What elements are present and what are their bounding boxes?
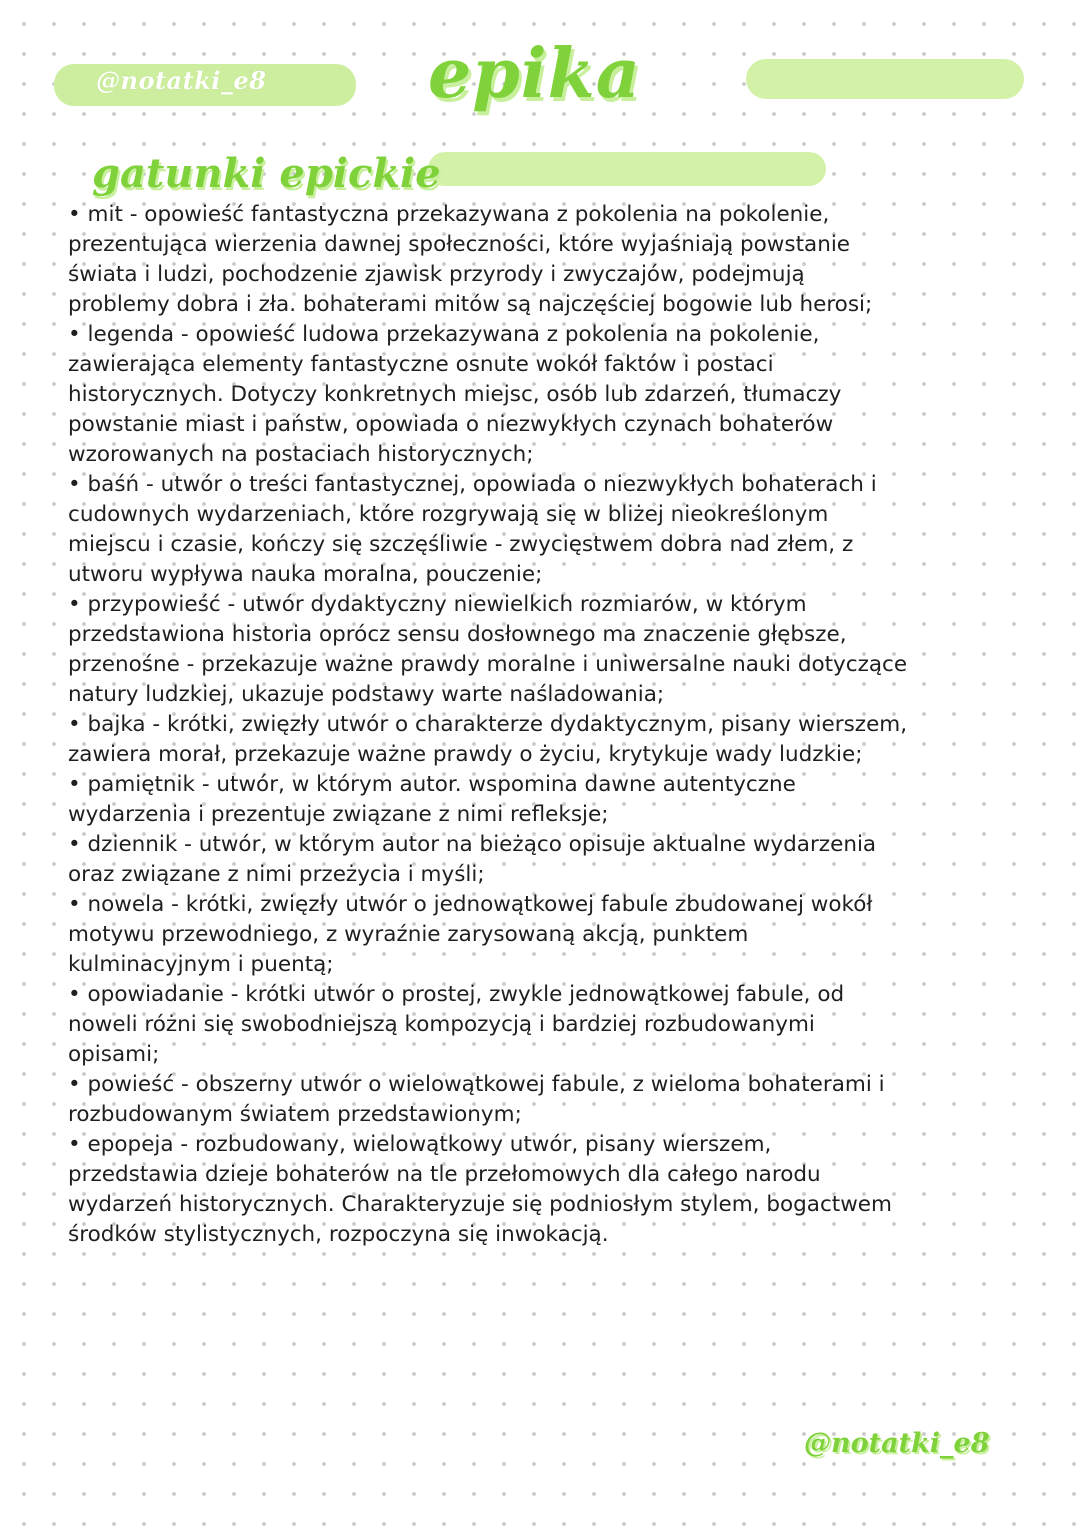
list-item-epopeja: • epopeja - rozbudowany, wielowątkowy utwór, pisany wierszem, przedstawia dzieje bohaterów na tle przełomowych dla całego narodu wydarzeń historycznych. Charakteryzuje się podniosłym stylem, bogactwem środków stylistycznych, rozpoczyna się inwokacją. (68, 1130, 908, 1250)
list-item-opowiadanie: • opowiadanie - krótki utwór o prostej, zwykle jednowątkowej fabule, od noweli różni się swobodniejszą kompozycją i bardziej rozbudowanymi opisami; (68, 980, 908, 1070)
page-title: epika (428, 34, 641, 114)
list-item-pamietnik: • pamiętnik - utwór, w którym autor. wspomina dawne autentyczne wydarzenia i prezentuje związane z nimi refleksje; (68, 770, 908, 830)
list-item-dziennik: • dziennik - utwór, w którym autor na bieżąco opisuje aktualne wydarzenia oraz związane z nimi przeżycia i myśli; (68, 830, 908, 890)
header-handle: @notatki_e8 (96, 66, 267, 95)
list-item-bajka: • bajka - krótki, zwięzły utwór o charakterze dydaktycznym, pisany wierszem, zawiera morał, przekazuje ważne prawdy o życiu, krytykuje wady ludzkie; (68, 710, 908, 770)
genre-list (68, 200, 908, 1250)
section-title: gatunki epickie (92, 150, 441, 197)
list-item-basn: • baśń - utwór o treści fantastycznej, opowiada o niezwykłych bohaterach i cudownych wydarzeniach, które rozgrywają się w bliżej nieokreślonym miejscu i czasie, kończy się szczęśliwie - zwycięstwem dobra nad złem, z utworu wypływa nauka moralna, pouczenie; (68, 470, 908, 590)
list-item-mit: • mit - opowieść fantastyczna przekazywana z pokolenia na pokolenie, prezentująca wierzenia dawnej społeczności, które wyjaśniają powstanie świata i ludzi, pochodzenie zjawisk przyrody i zwyczajów, podejmują problemy dobra i zła. bohaterami mitów są najczęściej bogowie lub herosi; (68, 200, 908, 320)
list-item-powiesc: • powieść - obszerny utwór o wielowątkowej fabule, z wieloma bohaterami i rozbudowanym światem przedstawionym; (68, 1070, 908, 1130)
header-right-highlight (746, 59, 1024, 99)
footer-handle: @notatki_e8 (804, 1428, 990, 1459)
list-item-przypowiesc: • przypowieść - utwór dydaktyczny niewielkich rozmiarów, w którym przedstawiona historia oprócz sensu dosłownego ma znaczenie głębsze, przenośne - przekazuje ważne prawdy moralne i uniwersalne nauki dotyczące natury ludzkiej, ukazuje podstawy warte naśladowania; (68, 590, 908, 710)
list-item-nowela: • nowela - krótki, zwięzły utwór o jednowątkowej fabule zbudowanej wokół motywu przewodniego, z wyraźnie zarysowaną akcją, punktem kulminacyjnym i puentą; (68, 890, 908, 980)
subtitle-highlight (428, 152, 826, 186)
list-item-legenda: • legenda - opowieść ludowa przekazywana z pokolenia na pokolenie, zawierająca elementy fantastyczne osnute wokół faktów i postaci historycznych. Dotyczy konkretnych miejsc, osób lub zdarzeń, tłumaczy powstanie miast i państw, opowiada o niezwykłych czynach bohaterów wzorowanych na postaciach historycznych; (68, 320, 908, 470)
